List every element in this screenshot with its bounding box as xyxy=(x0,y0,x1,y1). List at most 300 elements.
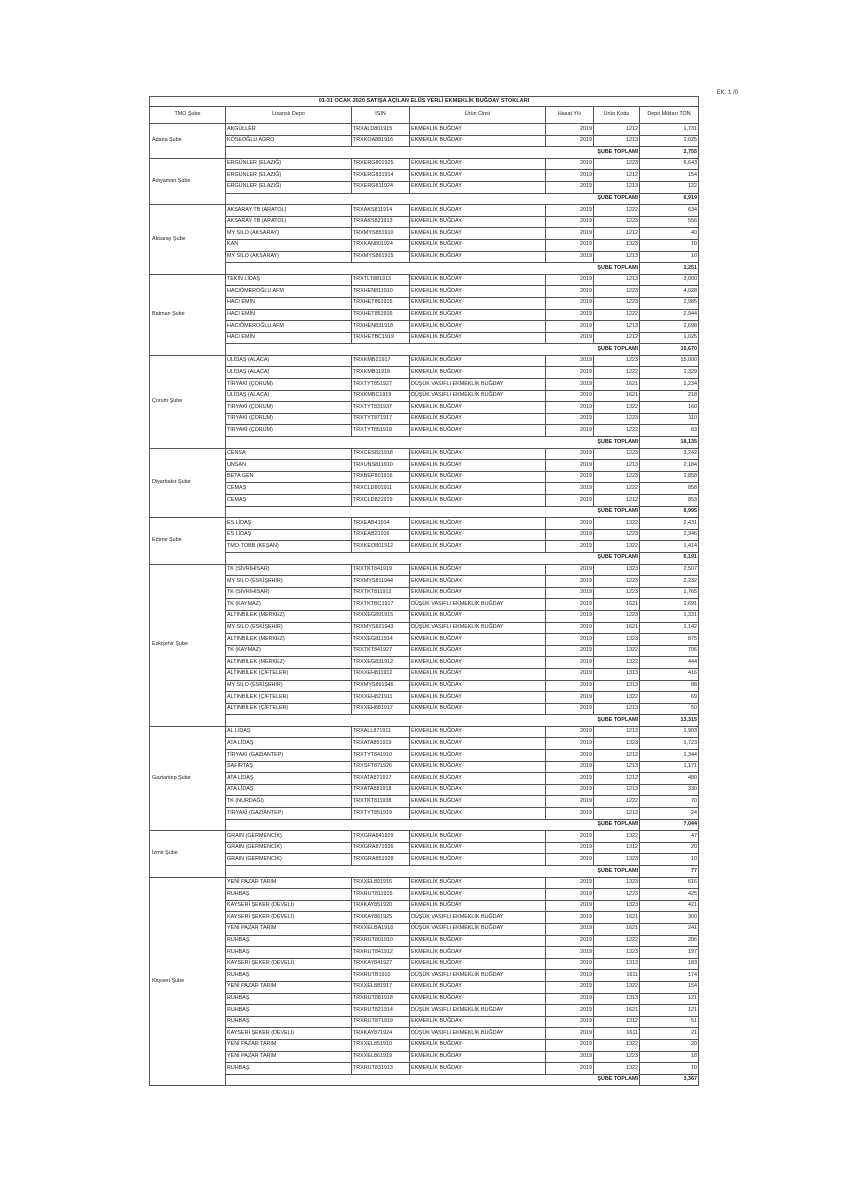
isin-cell: TRXATA871917 xyxy=(352,773,410,785)
table-row xyxy=(150,425,699,437)
harvest-year-cell: 2019 xyxy=(546,1028,594,1040)
branch-total-label: ŞUBE TOPLAMI xyxy=(226,437,640,449)
branch-total-value: 6,191 xyxy=(640,552,699,564)
depot-cell: BETA GEN xyxy=(226,471,352,483)
table-row xyxy=(150,205,699,217)
table-row xyxy=(150,831,699,843)
product-cell: EKMEKLİK BUĞDAY xyxy=(410,216,546,228)
product-code-cell: 1223 xyxy=(594,286,640,298)
isin-cell: TRXMYS821943 xyxy=(352,622,410,634)
isin-cell: TRXKAY851920 xyxy=(352,900,410,912)
table-row xyxy=(150,286,699,298)
branch-total-row xyxy=(150,193,699,205)
table-row xyxy=(150,657,699,669)
table-row xyxy=(150,935,699,947)
isin-cell: TRXHETBC1919 xyxy=(352,332,410,344)
isin-cell: TRXRUT871919 xyxy=(352,1016,410,1028)
quantity-cell: 50 xyxy=(640,703,699,715)
table-row xyxy=(150,842,699,854)
product-code-cell: 1223 xyxy=(594,610,640,622)
quantity-cell: 15,000 xyxy=(640,355,699,367)
product-code-cell: 1313 xyxy=(594,680,640,692)
product-cell: EKMEKLİK BUĞDAY xyxy=(410,321,546,333)
product-cell: EKMEKLİK BUĞDAY xyxy=(410,1051,546,1063)
branch-name: Gaziantep Şube xyxy=(150,726,226,830)
depot-cell: AKSARAY TB (ARATOL) xyxy=(226,216,352,228)
branch-total-value: 2,755 xyxy=(640,147,699,159)
product-code-cell: 1611 xyxy=(594,1028,640,1040)
product-cell: DÜŞÜK VASIFLI EKMEKLİK BUĞDAY xyxy=(410,1005,546,1017)
harvest-year-cell: 2019 xyxy=(546,622,594,634)
product-cell: EKMEKLİK BUĞDAY xyxy=(410,796,546,808)
depot-cell: YENİ PAZAR TARIM xyxy=(226,1039,352,1051)
product-cell: EKMEKLİK BUĞDAY xyxy=(410,692,546,704)
product-cell: EKMEKLİK BUĞDAY xyxy=(410,181,546,193)
product-code-cell: 1323 xyxy=(594,854,640,866)
harvest-year-cell: 2019 xyxy=(546,947,594,959)
branch-total-row xyxy=(150,147,699,159)
isin-cell: TRXCLD801911 xyxy=(352,483,410,495)
branch-total-row xyxy=(150,552,699,564)
table-row xyxy=(150,460,699,472)
product-cell: EKMEKLİK BUĞDAY xyxy=(410,483,546,495)
isin-cell: TRXXEH821911 xyxy=(352,692,410,704)
branch-total-value: 3,367 xyxy=(640,1074,699,1086)
isin-cell: TRXKOA881916 xyxy=(352,135,410,147)
depot-cell: ULİDAŞ (ALACA) xyxy=(226,390,352,402)
column-header: Lisanslı Depo xyxy=(226,107,352,124)
product-code-cell: 1222 xyxy=(594,425,640,437)
harvest-year-cell: 2019 xyxy=(546,854,594,866)
isin-cell: TRXXEL881917 xyxy=(352,981,410,993)
harvest-year-cell: 2019 xyxy=(546,1039,594,1051)
harvest-year-cell: 2019 xyxy=(546,332,594,344)
depot-cell: TİRYAKİ (GAZİANTEP) xyxy=(226,750,352,762)
isin-cell: TRXHEN831918 xyxy=(352,321,410,333)
quantity-cell: 6,643 xyxy=(640,158,699,170)
quantity-cell: 83 xyxy=(640,425,699,437)
isin-cell: TRXCLD821919 xyxy=(352,495,410,507)
product-code-cell: 1621 xyxy=(594,379,640,391)
depot-cell: MY SILO (ESKİŞEHİR) xyxy=(226,576,352,588)
harvest-year-cell: 2019 xyxy=(546,599,594,611)
isin-cell: TRXXEL851910 xyxy=(352,1039,410,1051)
table-row xyxy=(150,379,699,391)
branch-name: Diyarbakır Şube xyxy=(150,448,226,518)
harvest-year-cell: 2019 xyxy=(546,587,594,599)
product-cell: EKMEKLİK BUĞDAY xyxy=(410,981,546,993)
quantity-cell: 1,723 xyxy=(640,738,699,750)
harvest-year-cell: 2019 xyxy=(546,413,594,425)
product-cell: EKMEKLİK BUĞDAY xyxy=(410,645,546,657)
product-cell: EKMEKLİK BUĞDAY xyxy=(410,529,546,541)
table-row xyxy=(150,355,699,367)
depot-cell: TİRYAKİ (GAZİANTEP) xyxy=(226,808,352,820)
quantity-cell: 154 xyxy=(640,170,699,182)
table-row xyxy=(150,158,699,170)
isin-cell: TRXTYT851927 xyxy=(352,379,410,391)
harvest-year-cell: 2019 xyxy=(546,483,594,495)
product-cell: DÜŞÜK VASIFLI EKMEKLİK BUĞDAY xyxy=(410,379,546,391)
isin-cell: TRXERG831914 xyxy=(352,170,410,182)
isin-cell: TRXEAB41914 xyxy=(352,518,410,530)
isin-cell: TRXKAN801924 xyxy=(352,239,410,251)
isin-cell: TRXXEH811912 xyxy=(352,668,410,680)
product-cell: EKMEKLİK BUĞDAY xyxy=(410,1063,546,1075)
product-cell: EKMEKLİK BUĞDAY xyxy=(410,460,546,472)
product-cell: DÜŞÜK VASIFLI EKMEKLİK BUĞDAY xyxy=(410,390,546,402)
table-row xyxy=(150,390,699,402)
document-title: 01-31 OCAK 2020 SATIŞA AÇILAN ELÜS YERLİ EKMEKLİK BUĞDAY STOKLARI xyxy=(150,97,699,107)
product-code-cell: 1222 xyxy=(594,935,640,947)
branch-total-label: ŞUBE TOPLAMI xyxy=(226,866,640,878)
harvest-year-cell: 2019 xyxy=(546,181,594,193)
branch-name: İzmir Şube xyxy=(150,831,226,877)
product-code-cell: 1213 xyxy=(594,761,640,773)
branch-total-row xyxy=(150,437,699,449)
depot-cell: ATA LİDAŞ xyxy=(226,773,352,785)
table-row xyxy=(150,413,699,425)
isin-cell: TRXRUT801910 xyxy=(352,935,410,947)
branch-total-label: ŞUBE TOPLAMI xyxy=(226,263,640,275)
branch-total-row xyxy=(150,344,699,356)
table-row xyxy=(150,274,699,286)
harvest-year-cell: 2019 xyxy=(546,471,594,483)
product-code-cell: 1223 xyxy=(594,889,640,901)
product-cell: EKMEKLİK BUĞDAY xyxy=(410,309,546,321)
quantity-cell: 300 xyxy=(640,912,699,924)
table-row xyxy=(150,1016,699,1028)
product-cell: EKMEKLİK BUĞDAY xyxy=(410,205,546,217)
isin-cell: TRXKAY871924 xyxy=(352,1028,410,1040)
column-header: TMO Şube xyxy=(150,107,226,124)
quantity-cell: 875 xyxy=(640,634,699,646)
table-row xyxy=(150,877,699,889)
harvest-year-cell: 2019 xyxy=(546,692,594,704)
product-code-cell: 1322 xyxy=(594,981,640,993)
isin-cell: TRXMYS811944 xyxy=(352,576,410,588)
product-cell: EKMEKLİK BUĞDAY xyxy=(410,495,546,507)
product-cell: EKMEKLİK BUĞDAY xyxy=(410,471,546,483)
table-row xyxy=(150,239,699,251)
depot-cell: ALTINBİLEK (ÇİFTELER) xyxy=(226,692,352,704)
harvest-year-cell: 2019 xyxy=(546,1016,594,1028)
depot-cell: CEMAŞ xyxy=(226,483,352,495)
quantity-cell: 2,507 xyxy=(640,564,699,576)
depot-cell: HACI EMİN xyxy=(226,309,352,321)
quantity-cell: 1,858 xyxy=(640,471,699,483)
table-row xyxy=(150,854,699,866)
product-cell: EKMEKLİK BUĞDAY xyxy=(410,738,546,750)
depot-cell: GRAIN (GERMENCİK) xyxy=(226,854,352,866)
product-code-cell: 1223 xyxy=(594,297,640,309)
product-cell: EKMEKLİK BUĞDAY xyxy=(410,634,546,646)
depot-cell: KAYSERİ ŞEKER (DEVELİ) xyxy=(226,1028,352,1040)
product-cell: EKMEKLİK BUĞDAY xyxy=(410,274,546,286)
isin-cell: TRXAKS811914 xyxy=(352,205,410,217)
quantity-cell: 634 xyxy=(640,205,699,217)
product-code-cell: 1323 xyxy=(594,947,640,959)
isin-cell: TRXKAY841927 xyxy=(352,958,410,970)
isin-cell: TRXATA851919 xyxy=(352,738,410,750)
isin-cell: TRXMYS891946 xyxy=(352,680,410,692)
isin-cell: TRXXEH881917 xyxy=(352,703,410,715)
depot-cell: KAYSERİ ŞEKER (DEVELİ) xyxy=(226,958,352,970)
product-code-cell: 1222 xyxy=(594,205,640,217)
table-row xyxy=(150,587,699,599)
table-row xyxy=(150,1005,699,1017)
table-row xyxy=(150,1028,699,1040)
product-code-cell: 1323 xyxy=(594,877,640,889)
harvest-year-cell: 2019 xyxy=(546,495,594,507)
table-row xyxy=(150,645,699,657)
depot-cell: ULİDAŞ (ALACA) xyxy=(226,367,352,379)
header-row xyxy=(150,107,699,124)
quantity-cell: 1,025 xyxy=(640,332,699,344)
branch-total-row xyxy=(150,1074,699,1086)
product-code-cell: 1322 xyxy=(594,518,640,530)
branch-total-value: 8,995 xyxy=(640,506,699,518)
depot-cell: ATA LİDAŞ xyxy=(226,738,352,750)
quantity-cell: 197 xyxy=(640,947,699,959)
product-cell: DÜŞÜK VASIFLI EKMEKLİK BUĞDAY xyxy=(410,622,546,634)
table-row xyxy=(150,923,699,935)
depot-cell: YENİ PAZAR TARIM xyxy=(226,981,352,993)
harvest-year-cell: 2019 xyxy=(546,518,594,530)
product-code-cell: 1212 xyxy=(594,332,640,344)
harvest-year-cell: 2019 xyxy=(546,773,594,785)
product-cell: EKMEKLİK BUĞDAY xyxy=(410,854,546,866)
product-code-cell: 1223 xyxy=(594,216,640,228)
table-row xyxy=(150,367,699,379)
isin-cell: TRXTKT841919 xyxy=(352,564,410,576)
harvest-year-cell: 2019 xyxy=(546,251,594,263)
isin-cell: TRXHET861915 xyxy=(352,297,410,309)
depot-cell: ERGÜNLER (ELAZIĞ) xyxy=(226,158,352,170)
quantity-cell: 425 xyxy=(640,889,699,901)
harvest-year-cell: 2019 xyxy=(546,286,594,298)
harvest-year-cell: 2019 xyxy=(546,680,594,692)
quantity-cell: 1,344 xyxy=(640,750,699,762)
product-code-cell: 1222 xyxy=(594,309,640,321)
table-row xyxy=(150,599,699,611)
depot-cell: RUHBAŞ xyxy=(226,947,352,959)
depot-cell: ES LİDAŞ xyxy=(226,518,352,530)
isin-cell: TRXHET851916 xyxy=(352,309,410,321)
product-code-cell: 1213 xyxy=(594,274,640,286)
quantity-cell: 20 xyxy=(640,1039,699,1051)
product-code-cell: 1611 xyxy=(594,970,640,982)
product-code-cell: 1213 xyxy=(594,460,640,472)
product-code-cell: 1323 xyxy=(594,900,640,912)
product-cell: EKMEKLİK BUĞDAY xyxy=(410,564,546,576)
quantity-cell: 10 xyxy=(640,239,699,251)
harvest-year-cell: 2019 xyxy=(546,355,594,367)
isin-cell: TRXALL871911 xyxy=(352,726,410,738)
quantity-cell: 853 xyxy=(640,495,699,507)
product-cell: EKMEKLİK BUĞDAY xyxy=(410,657,546,669)
depot-cell: TK (KAYMAZ) xyxy=(226,599,352,611)
product-code-cell: 1222 xyxy=(594,483,640,495)
depot-cell: UNSAN xyxy=(226,460,352,472)
table-row xyxy=(150,448,699,460)
product-cell: EKMEKLİK BUĞDAY xyxy=(410,1039,546,1051)
branch-total-row xyxy=(150,506,699,518)
quantity-cell: 2,985 xyxy=(640,297,699,309)
product-code-cell: 1223 xyxy=(594,158,640,170)
product-code-cell: 1322 xyxy=(594,657,640,669)
quantity-cell: 480 xyxy=(640,773,699,785)
quantity-cell: 47 xyxy=(640,831,699,843)
product-code-cell: 1213 xyxy=(594,321,640,333)
quantity-cell: 18 xyxy=(640,1051,699,1063)
product-code-cell: 1313 xyxy=(594,993,640,1005)
branch-total-label: ŞUBE TOPLAMI xyxy=(226,819,640,831)
product-cell: EKMEKLİK BUĞDAY xyxy=(410,1016,546,1028)
quantity-cell: 241 xyxy=(640,923,699,935)
branch-name: Aksaray Şube xyxy=(150,205,226,275)
product-code-cell: 1213 xyxy=(594,181,640,193)
depot-cell: ULİDAŞ (ALACA) xyxy=(226,355,352,367)
table-row xyxy=(150,518,699,530)
harvest-year-cell: 2019 xyxy=(546,274,594,286)
isin-cell: TRXCES821918 xyxy=(352,448,410,460)
depot-cell: SAFİRTAŞ xyxy=(226,761,352,773)
depot-cell: TK (KAYMAZ) xyxy=(226,645,352,657)
quantity-cell: 2,184 xyxy=(640,460,699,472)
quantity-cell: 1,414 xyxy=(640,541,699,553)
product-cell: EKMEKLİK BUĞDAY xyxy=(410,576,546,588)
harvest-year-cell: 2019 xyxy=(546,634,594,646)
quantity-cell: 21 xyxy=(640,1028,699,1040)
product-cell: EKMEKLİK BUĞDAY xyxy=(410,402,546,414)
page-number-note: EK: 1 /0 xyxy=(716,90,738,96)
branch-total-value: 18,135 xyxy=(640,437,699,449)
table-row xyxy=(150,738,699,750)
depot-cell: MY SILO (AKSARAY) xyxy=(226,228,352,240)
branch-name: Adana Şube xyxy=(150,124,226,159)
product-code-cell: 1213 xyxy=(594,726,640,738)
product-cell: EKMEKLİK BUĞDAY xyxy=(410,680,546,692)
harvest-year-cell: 2019 xyxy=(546,402,594,414)
depot-cell: AKSARAY TB (ARATOL) xyxy=(226,205,352,217)
product-cell: EKMEKLİK BUĞDAY xyxy=(410,889,546,901)
product-code-cell: 1223 xyxy=(594,355,640,367)
quantity-cell: 1,331 xyxy=(640,610,699,622)
isin-cell: TRXHEN811910 xyxy=(352,286,410,298)
quantity-cell: 1,234 xyxy=(640,379,699,391)
isin-cell: TRXTYT851919 xyxy=(352,808,410,820)
isin-cell: TRXKMBC1919 xyxy=(352,390,410,402)
product-code-cell: 1312 xyxy=(594,842,640,854)
product-code-cell: 1212 xyxy=(594,750,640,762)
branch-total-label: ŞUBE TOPLAMI xyxy=(226,552,640,564)
depot-cell: CENSA xyxy=(226,448,352,460)
depot-cell: RUHBAŞ xyxy=(226,1063,352,1075)
depot-cell: KAYSERİ ŞEKER (DEVELİ) xyxy=(226,912,352,924)
product-code-cell: 1323 xyxy=(594,738,640,750)
branch-total-value: 1,251 xyxy=(640,263,699,275)
quantity-cell: 1,142 xyxy=(640,622,699,634)
quantity-cell: 121 xyxy=(640,993,699,1005)
quantity-cell: 416 xyxy=(640,668,699,680)
depot-cell: ALTINBİLEK (ÇİFTELER) xyxy=(226,668,352,680)
quantity-cell: 69 xyxy=(640,692,699,704)
isin-cell: TRXXEG891915 xyxy=(352,610,410,622)
isin-cell: TRXTKT841927 xyxy=(352,645,410,657)
depot-cell: TİRYAKİ (ÇORUM) xyxy=(226,402,352,414)
product-cell: EKMEKLİK BUĞDAY xyxy=(410,808,546,820)
isin-cell: TRXBEP801916 xyxy=(352,471,410,483)
branch-total-row xyxy=(150,715,699,727)
depot-cell: GRAIN (GERMENCİK) xyxy=(226,842,352,854)
product-code-cell: 1213 xyxy=(594,808,640,820)
harvest-year-cell: 2019 xyxy=(546,970,594,982)
product-cell: EKMEKLİK BUĞDAY xyxy=(410,877,546,889)
branch-total-label: ŞUBE TOPLAMI xyxy=(226,147,640,159)
isin-cell: TRXAKS821913 xyxy=(352,216,410,228)
harvest-year-cell: 2019 xyxy=(546,796,594,808)
table-row xyxy=(150,124,699,136)
depot-cell: ALTINBİLEK (MERKEZ) xyxy=(226,634,352,646)
depot-cell: ALTINBİLEK (ÇİFTELER) xyxy=(226,703,352,715)
table-row xyxy=(150,228,699,240)
table-row xyxy=(150,321,699,333)
product-code-cell: 1323 xyxy=(594,239,640,251)
quantity-cell: 2,232 xyxy=(640,576,699,588)
harvest-year-cell: 2019 xyxy=(546,448,594,460)
quantity-cell: 330 xyxy=(640,784,699,796)
table-row xyxy=(150,529,699,541)
quantity-cell: 3,242 xyxy=(640,448,699,460)
branch-total-label: ŞUBE TOPLAMI xyxy=(226,1074,640,1086)
isin-cell: TRXXEG831912 xyxy=(352,657,410,669)
quantity-cell: 1,025 xyxy=(640,135,699,147)
product-code-cell: 1212 xyxy=(594,228,640,240)
quantity-cell: 421 xyxy=(640,900,699,912)
product-code-cell: 1223 xyxy=(594,413,640,425)
product-cell: EKMEKLİK BUĞDAY xyxy=(410,900,546,912)
isin-cell: TRXTYT841910 xyxy=(352,750,410,762)
product-code-cell: 1223 xyxy=(594,471,640,483)
branch-total-row xyxy=(150,866,699,878)
product-cell: EKMEKLİK BUĞDAY xyxy=(410,367,546,379)
product-cell: EKMEKLİK BUĞDAY xyxy=(410,170,546,182)
table-row xyxy=(150,947,699,959)
product-code-cell: 1223 xyxy=(594,448,640,460)
product-cell: DÜŞÜK VASIFLI EKMEKLİK BUĞDAY xyxy=(410,599,546,611)
harvest-year-cell: 2019 xyxy=(546,158,594,170)
table-row xyxy=(150,495,699,507)
depot-cell: ERGÜNLER (ELAZIĞ) xyxy=(226,181,352,193)
product-cell: EKMEKLİK BUĞDAY xyxy=(410,541,546,553)
harvest-year-cell: 2019 xyxy=(546,761,594,773)
table-row xyxy=(150,564,699,576)
branch-total-row xyxy=(150,819,699,831)
table-row xyxy=(150,297,699,309)
branch-total-value: 6,919 xyxy=(640,193,699,205)
product-code-cell: 1313 xyxy=(594,668,640,680)
harvest-year-cell: 2019 xyxy=(546,668,594,680)
table-row xyxy=(150,958,699,970)
product-code-cell: 1322 xyxy=(594,692,640,704)
product-code-cell: 1213 xyxy=(594,703,640,715)
isin-cell: TRXTKT811938 xyxy=(352,796,410,808)
branch-total-value: 7,044 xyxy=(640,819,699,831)
table-row xyxy=(150,981,699,993)
depot-cell: TİRYAKİ (ÇORUM) xyxy=(226,379,352,391)
quantity-cell: 218 xyxy=(640,390,699,402)
